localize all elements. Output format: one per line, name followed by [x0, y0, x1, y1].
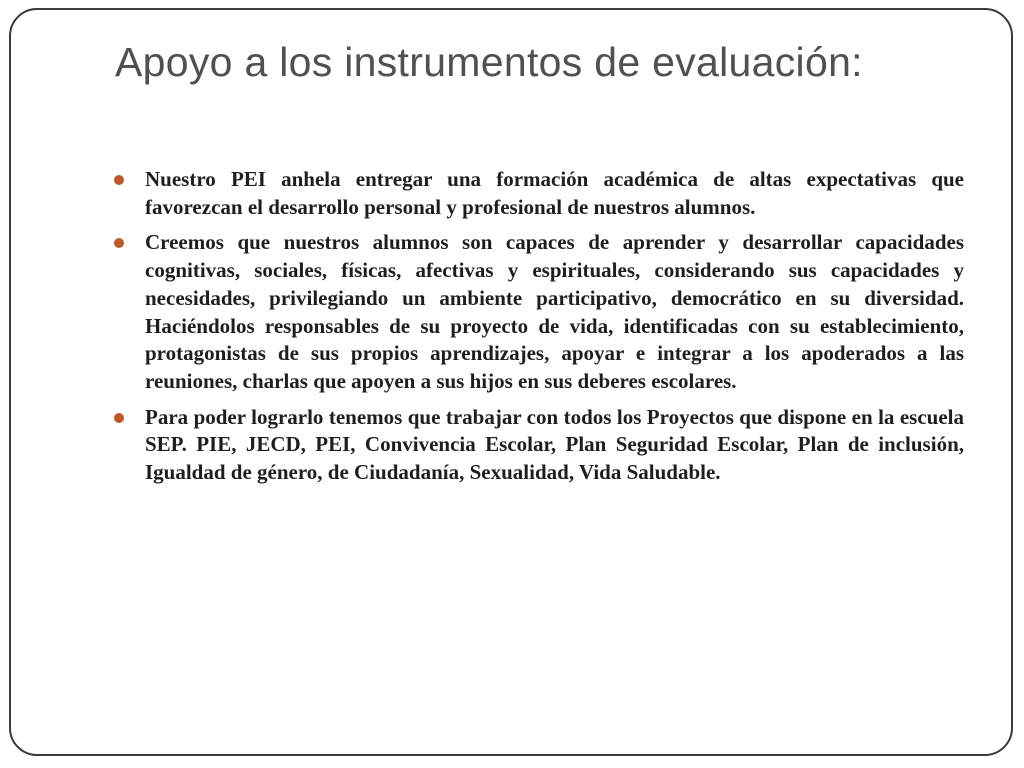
bullet-item-creemos — [112, 229, 964, 395]
bullet-text: Nuestro PEI anhela entregar una formación académica de altas expectativas que favorezcan el desarrollo personal y profesional de nuestros alumnos. — [145, 167, 964, 219]
bullet-icon — [114, 413, 124, 423]
slide-title: Apoyo a los instrumentos de evaluación: — [115, 39, 863, 85]
bullet-list — [112, 166, 964, 495]
bullet-icon — [114, 238, 124, 248]
bullet-text: Creemos que nuestros alumnos son capaces de aprender y desarrollar capacidades cognitivas, sociales, físicas, afectivas y espirituales, considerando sus capacidades y necesidades, privilegiando un ambiente participativo, democrático en su diversidad. Haciéndolos responsables de su proyecto de vida, identificadas con su establecimiento, protagonistas de sus propios aprendizajes, apoyar e integrar a los apoderados a las reuniones, charlas que apoyen a sus hijos en sus deberes escolares. — [145, 230, 964, 393]
bullet-icon — [114, 175, 124, 185]
bullet-item-proyectos — [112, 404, 964, 487]
bullet-text: Para poder lograrlo tenemos que trabajar con todos los Proyectos que dispone en la escuela SEP. PIE, JECD, PEI, Convivencia Escolar, Plan Seguridad Escolar, Plan de inclusión, Igualdad de género, de Ciudadanía, Sexualidad, Vida Saludable. — [145, 404, 964, 485]
bullet-item-pei — [112, 166, 964, 221]
